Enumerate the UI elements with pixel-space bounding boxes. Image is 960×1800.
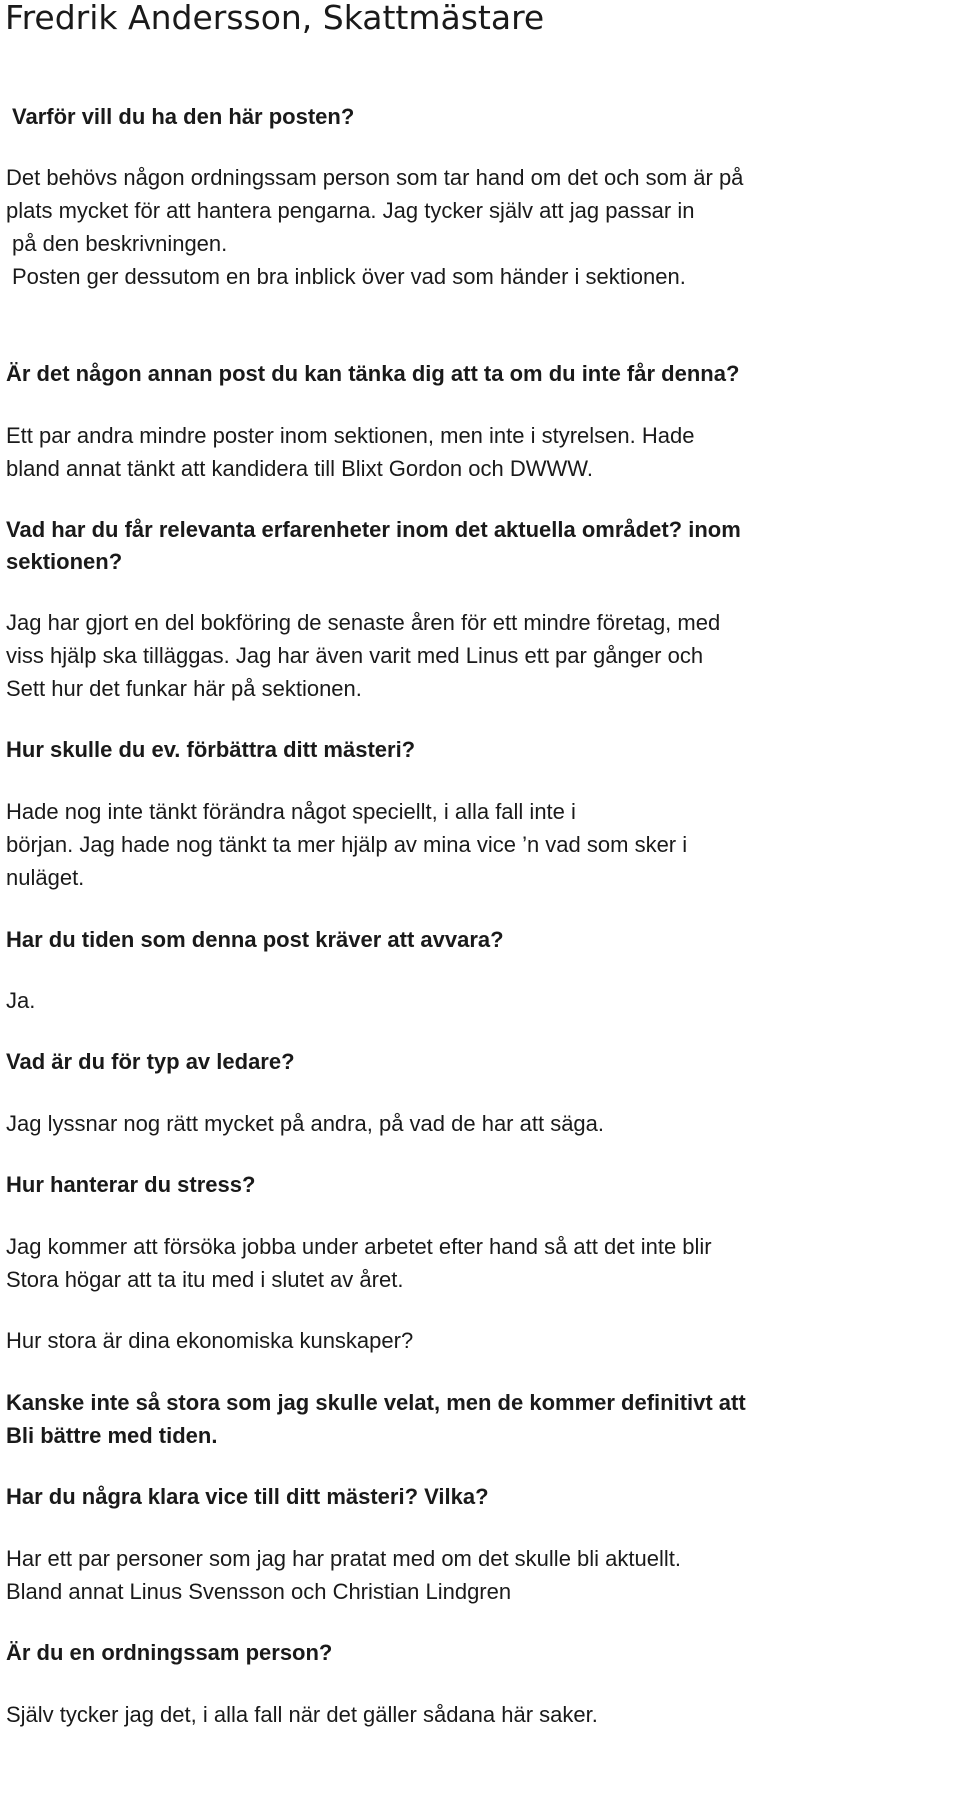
answer-line: bland annat tänkt att kandidera till Blixt Gordon och DWWW. [6,456,593,481]
question-time: Har du tiden som denna post kräver att avvara? [6,927,504,952]
question-stress: Hur hanterar du stress? [6,1172,256,1197]
question-vice: Har du några klara vice till ditt mästeri? Vilka? [6,1484,489,1509]
answer-line: Bli bättre med tiden. [6,1423,218,1448]
question-improve: Hur skulle du ev. förbättra ditt mästeri? [6,737,416,762]
answer-line: Kanske inte så stora som jag skulle velat, men de kommer definitivt att [6,1390,746,1415]
answer-line: Jag har gjort en del bokföring de senaste åren för ett mindre företag, med [6,610,721,635]
answer-line: Jag lyssnar nog rätt mycket på andra, på vad de har att säga. [6,1111,605,1136]
question-economics: Hur stora är dina ekonomiska kunskaper? [6,1328,414,1353]
answer-line: Hade nog inte tänkt förändra något speciellt, i alla fall inte i [6,799,576,824]
answer-line: Själv tycker jag det, i alla fall när det gäller sådana här saker. [6,1702,598,1727]
answer-line: Ja. [6,988,36,1013]
question-other-post: Är det någon annan post du kan tänka dig att ta om du inte får denna? [6,361,740,386]
answer-line: Jag kommer att försöka jobba under arbetet efter hand så att det inte blir [6,1234,712,1259]
answer-line: Ett par andra mindre poster inom sektionen, men inte i styrelsen. Hade [6,423,695,448]
answer-line: på den beskrivningen. [12,231,228,256]
answer-line: början. Jag hade nog tänkt ta mer hjälp av mina vice ’n vad som sker i [6,832,688,857]
answer-line: viss hjälp ska tilläggas. Jag har även varit med Linus ett par gånger och [6,643,704,668]
answer-line: Sett hur det funkar här på sektionen. [6,676,362,701]
answer-line: nuläget. [6,865,85,890]
question-experience-cont: sektionen? [6,549,123,574]
answer-line: plats mycket för att hantera pengarna. Jag tycker själv att jag passar in [6,198,695,223]
question-leader-type: Vad är du för typ av ledare? [6,1049,295,1074]
answer-line: Det behövs någon ordningssam person som tar hand om det och som är på [6,165,744,190]
question-experience: Vad har du får relevanta erfarenheter inom det aktuella området? inom [6,517,741,542]
answer-line: Posten ger dessutom en bra inblick över vad som händer i sektionen. [12,264,686,289]
question-orderly: Är du en ordningssam person? [6,1640,333,1665]
answer-line: Stora högar att ta itu med i slutet av året. [6,1267,404,1292]
page-title: Fredrik Andersson, Skattmästare [5,0,545,37]
question-why-post: Varför vill du ha den här posten? [12,104,355,129]
answer-line: Bland annat Linus Svensson och Christian Lindgren [6,1579,512,1604]
answer-line: Har ett par personer som jag har pratat med om det skulle bli aktuellt. [6,1546,681,1571]
